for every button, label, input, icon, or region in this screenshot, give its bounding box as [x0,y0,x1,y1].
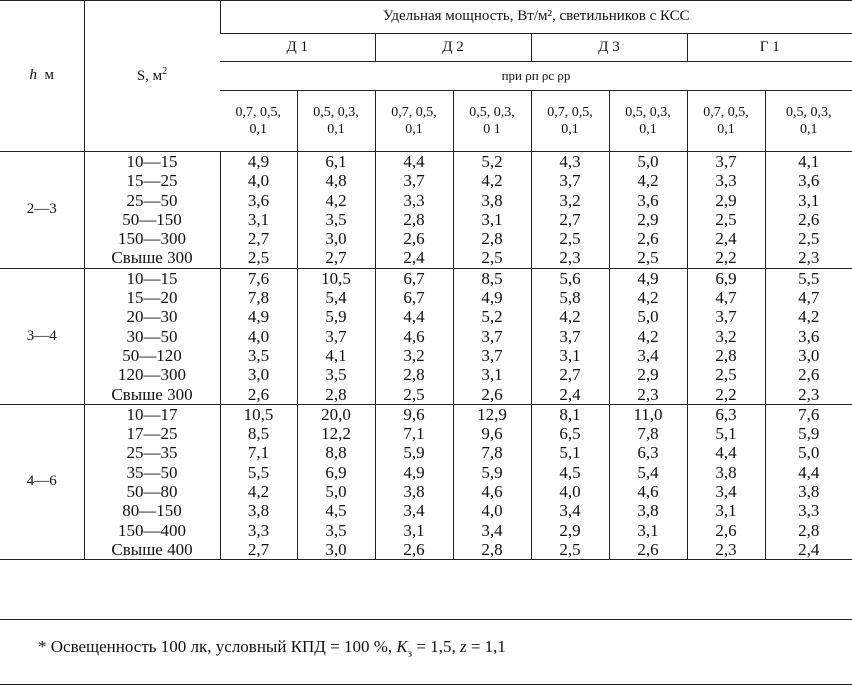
power-value: 2,8 [715,345,737,365]
power-value: 3,4 [637,345,659,365]
reflectance-line: 0,1 [639,122,657,137]
power-value: 2,6 [798,365,820,385]
ksc-type-header: Д 2 [375,34,531,62]
power-value: 7,8 [637,424,659,444]
power-value: 4,2 [637,171,659,191]
power-value: 5,6 [559,268,581,288]
power-value-cell [765,268,852,404]
power-value: 3,7 [481,345,503,365]
power-value: 5,0 [637,152,659,171]
power-value-cell [609,268,687,404]
area-value: 10—17 [126,404,178,424]
reflectance-line: 0,5, 0,3, [625,105,671,120]
power-value: 5,5 [247,462,270,482]
power-value: 2,8 [481,229,503,249]
power-value: 3,8 [403,482,425,502]
power-value: 2,7 [247,229,270,249]
power-value: 4,2 [637,288,659,308]
table-row-group [0,268,852,404]
power-value: 12,9 [477,404,507,424]
power-value: 3,6 [637,190,659,210]
power-value: 2,3 [559,248,581,268]
footnote-prefix: * Освещенность 100 лк, условный КПД = 100 %, [38,637,397,656]
power-value: 5,0 [637,307,659,327]
reflectance-line: 0 1 [483,122,501,137]
power-value: 5,4 [325,288,347,308]
power-value: 5,1 [559,443,581,463]
power-value: 6,1 [325,152,347,171]
reflectance-line: 0,7, 0,5, [703,105,749,120]
area-value: 50—120 [122,345,182,365]
power-value: 3,7 [715,307,737,327]
power-value: 2,3 [798,384,820,404]
power-value: 2,9 [559,520,581,540]
power-value-cell [765,404,852,559]
power-value: 6,7 [403,288,425,308]
power-value: 2,7 [559,365,581,385]
power-value: 4,9 [247,307,270,327]
ksc-type-header: Д 1 [220,34,375,62]
area-value: 20—30 [126,307,178,327]
power-value-cell [687,404,765,559]
power-value: 5,9 [403,443,425,463]
area-value: 120—300 [118,365,186,385]
h-column-header [0,0,84,152]
power-value: 2,5 [637,248,659,268]
power-value: 4,5 [559,462,581,482]
reflectance-line: 0,5, 0,3, [313,105,359,120]
power-value: 6,7 [403,268,425,288]
reflectance-line: 0,1 [717,122,735,137]
area-value: 17—25 [126,424,178,444]
power-value: 4,9 [637,268,659,288]
area-value: 15—20 [126,288,178,308]
power-value-cell [453,404,531,559]
power-value: 8,5 [247,424,270,444]
power-value: 3,5 [325,209,347,229]
power-value: 5,9 [481,462,503,482]
power-value: 3,8 [481,190,503,210]
power-value: 4,4 [798,462,820,482]
z-value: = 1,1 [466,637,506,656]
power-value: 7,1 [403,424,425,444]
power-value: 2,8 [481,539,503,559]
power-value: 4,9 [247,152,270,171]
power-value: 4,4 [403,307,425,327]
table-title: Удельная мощность, Вт/м², светильников с КСС [220,0,852,34]
power-value: 3,6 [247,190,270,210]
power-value: 3,1 [715,501,737,521]
reflectance-line: 0,5, 0,3, [786,105,832,120]
power-value: 4,6 [403,326,425,346]
k-symbol: K [396,637,408,656]
power-value: 4,2 [325,190,347,210]
power-value: 3,8 [798,482,820,502]
power-value: 6,9 [715,268,737,288]
k-sub: з [407,647,413,660]
power-value: 3,2 [403,345,425,365]
power-value: 5,8 [559,288,581,308]
power-value: 9,6 [481,424,503,444]
z-symbol: z [459,637,467,656]
power-value: 3,1 [247,209,270,229]
reflectance-line: 0,7, 0,5, [235,105,281,120]
table-row-group [0,152,852,269]
power-value: 8,8 [325,443,347,463]
power-value: 4,2 [247,482,270,502]
power-value: 5,0 [325,482,347,502]
power-value: 3,7 [403,171,425,191]
power-value: 4,9 [403,462,425,482]
power-value-cell [297,268,375,404]
power-value: 5,1 [715,424,737,444]
k-value: = 1,5, [412,637,460,656]
power-value: 3,0 [798,345,820,365]
power-value: 3,6 [798,171,820,191]
power-value: 4,6 [637,482,659,502]
reflectance-subheader [453,91,531,152]
power-value: 2,6 [637,229,659,249]
power-value-cell [375,152,453,269]
reflectance-line: 0,7, 0,5, [391,105,437,120]
reflectance-subheader [765,91,852,152]
power-value: 3,5 [247,345,270,365]
power-value: 2,6 [715,520,737,540]
power-value: 3,4 [403,501,425,521]
power-value: 2,8 [403,365,425,385]
power-value-cell [765,152,852,269]
power-value: 12,2 [321,424,351,444]
power-value: 4,8 [325,171,347,191]
power-value: 3,1 [559,345,581,365]
power-value: 2,9 [715,190,737,210]
power-value: 3,2 [559,190,581,210]
power-value: 5,5 [798,268,820,288]
power-value: 2,5 [559,229,581,249]
power-value: 2,5 [715,365,737,385]
area-value: 25—50 [126,190,178,210]
power-value: 2,4 [559,384,581,404]
power-value: 5,4 [637,462,659,482]
power-value: 2,6 [247,384,270,404]
power-value: 4,2 [798,307,820,327]
power-value: 3,0 [325,229,347,249]
power-value-cell [531,404,609,559]
s-sup: 2 [162,66,168,77]
power-value: 3,6 [798,326,820,346]
power-value: 6,9 [325,462,347,482]
power-value: 4,9 [481,288,503,308]
reflectance-line: 0,1 [800,122,818,137]
power-value: 2,5 [715,209,737,229]
power-value: 5,2 [481,307,503,327]
power-value: 3,1 [481,209,503,229]
footnote [38,637,506,659]
power-value-cell [220,152,297,269]
power-value: 2,6 [798,209,820,229]
power-value-cell [297,152,375,269]
area-value: Свыше 400 [111,539,193,559]
power-value-cell [687,268,765,404]
reflectance-subheader [531,91,609,152]
power-value: 4,1 [798,152,820,171]
power-value-cell [609,152,687,269]
power-value: 2,7 [559,209,581,229]
reflectance-line: 0,7, 0,5, [547,105,593,120]
area-value: 50—150 [122,209,182,229]
power-value: 3,0 [325,539,347,559]
power-value: 3,4 [481,520,503,540]
area-value: 150—400 [118,520,186,540]
power-value: 6,3 [715,404,737,424]
power-value: 2,6 [481,384,503,404]
power-value: 8,5 [481,268,503,288]
reflectance-line: 0,1 [249,122,267,137]
area-value: 30—50 [126,326,178,346]
power-value: 3,3 [403,190,425,210]
power-value: 2,5 [403,384,425,404]
power-value: 6,3 [637,443,659,463]
power-value-cell [609,404,687,559]
power-value-cell [687,152,765,269]
power-value: 7,8 [247,288,270,308]
power-value: 4,4 [715,443,737,463]
power-value: 10,5 [321,268,351,288]
ksc-type-header: Г 1 [687,34,852,62]
power-value: 4,4 [403,152,425,171]
area-range-cell [84,268,220,404]
power-value: 2,3 [715,539,737,559]
power-value: 3,8 [715,462,737,482]
h-unit: м [44,67,54,83]
power-value: 4,0 [481,501,503,521]
power-value: 6,5 [559,424,581,444]
power-value: 2,4 [798,539,820,559]
power-value: 2,4 [403,248,425,268]
power-value: 2,6 [403,539,425,559]
power-value-cell [220,404,297,559]
power-value: 10,5 [243,404,274,424]
power-value: 2,2 [715,248,737,268]
reflectance-subheader [220,91,297,152]
reflectance-line: 0,1 [405,122,423,137]
power-value: 2,3 [637,384,659,404]
ksc-type-header: Д 3 [531,34,687,62]
power-value: 2,5 [798,229,820,249]
power-value: 3,3 [247,520,270,540]
area-range-cell [84,152,220,269]
power-value: 3,8 [637,501,659,521]
power-value: 3,7 [559,171,581,191]
power-value: 2,5 [481,248,503,268]
power-value: 3,5 [325,365,347,385]
s-label: S, м [136,68,163,84]
power-value: 3,7 [715,152,737,171]
power-value: 7,6 [247,268,270,288]
power-value: 4,0 [247,326,270,346]
power-value: 4,2 [559,307,581,327]
power-value-cell [531,268,609,404]
power-value: 11,0 [633,404,663,424]
power-value: 4,2 [637,326,659,346]
power-value: 5,9 [798,424,820,444]
reflectance-subheader [609,91,687,152]
area-range-cell [84,404,220,559]
height-range-cell: 4—6 [0,404,84,559]
power-value-cell [375,404,453,559]
height-range-cell: 2—3 [0,152,84,269]
power-value: 3,8 [247,501,270,521]
power-value: 5,2 [481,152,503,171]
power-value: 3,1 [637,520,659,540]
power-value: 5,9 [325,307,347,327]
area-value: 50—80 [126,482,178,502]
power-value: 3,3 [715,171,737,191]
power-value-cell [375,268,453,404]
reflectance-subheader [687,91,765,152]
power-value-cell [531,152,609,269]
area-value: Свыше 300 [111,248,193,268]
power-value: 7,8 [481,443,503,463]
power-value: 4,2 [481,171,503,191]
power-value: 4,3 [559,152,581,171]
footer-rule [0,684,852,685]
power-value: 4,6 [481,482,503,502]
power-value: 2,7 [247,539,270,559]
area-value: 35—50 [126,462,178,482]
power-value: 4,1 [325,345,347,365]
power-value: 7,6 [798,404,820,424]
power-value: 4,5 [325,501,347,521]
power-value-cell [297,404,375,559]
power-value: 2,6 [403,229,425,249]
area-value: 25—35 [126,443,178,463]
power-value-cell [220,268,297,404]
h-symbol: h [29,67,37,83]
power-value: 8,1 [559,404,581,424]
reflectance-subheader [375,91,453,152]
power-value-cell [453,268,531,404]
power-value: 2,4 [715,229,737,249]
reflectance-line: 0,1 [327,122,345,137]
area-value: 150—300 [118,229,186,249]
area-value: 80—150 [122,501,182,521]
power-value: 3,7 [481,326,503,346]
power-value: 3,1 [798,190,820,210]
height-range-cell: 3—4 [0,268,84,404]
power-value: 3,2 [715,326,737,346]
power-value: 3,5 [325,520,347,540]
area-value: 10—15 [126,152,178,171]
power-value: 2,5 [559,539,581,559]
power-value: 3,7 [559,326,581,346]
table-row-group [0,404,852,559]
area-value: Свыше 300 [111,384,193,404]
reflectance-line: 0,1 [561,122,579,137]
power-value: 2,8 [798,520,820,540]
power-value-cell [453,152,531,269]
power-value: 3,7 [325,326,347,346]
power-value: 3,1 [481,365,503,385]
power-value: 2,9 [637,209,659,229]
power-value: 3,0 [247,365,270,385]
power-value: 3,1 [403,520,425,540]
power-value: 2,6 [637,539,659,559]
area-value: 15—25 [126,171,178,191]
power-value: 2,3 [798,248,820,268]
power-value: 2,5 [247,248,270,268]
power-value: 2,8 [325,384,347,404]
power-value: 7,1 [247,443,270,463]
power-value: 20,0 [321,404,351,424]
area-value: 10—15 [126,268,178,288]
power-value: 4,0 [559,482,581,502]
power-value: 2,7 [325,248,347,268]
power-value: 3,3 [798,501,820,521]
reflectance-subheader [297,91,375,152]
power-value: 3,4 [715,482,737,502]
power-value: 3,4 [559,501,581,521]
power-value: 2,2 [715,384,737,404]
s-column-header [84,0,220,152]
power-value: 2,9 [637,365,659,385]
power-value: 4,0 [247,171,270,191]
power-value: 2,8 [403,209,425,229]
reflectance-label: при ρп ρс ρр [220,62,852,91]
power-value: 5,0 [798,443,820,463]
power-value: 4,7 [798,288,820,308]
bottom-rule [0,619,852,620]
power-value: 9,6 [403,404,425,424]
power-value: 4,7 [715,288,737,308]
reflectance-line: 0,5, 0,3, [469,105,515,120]
